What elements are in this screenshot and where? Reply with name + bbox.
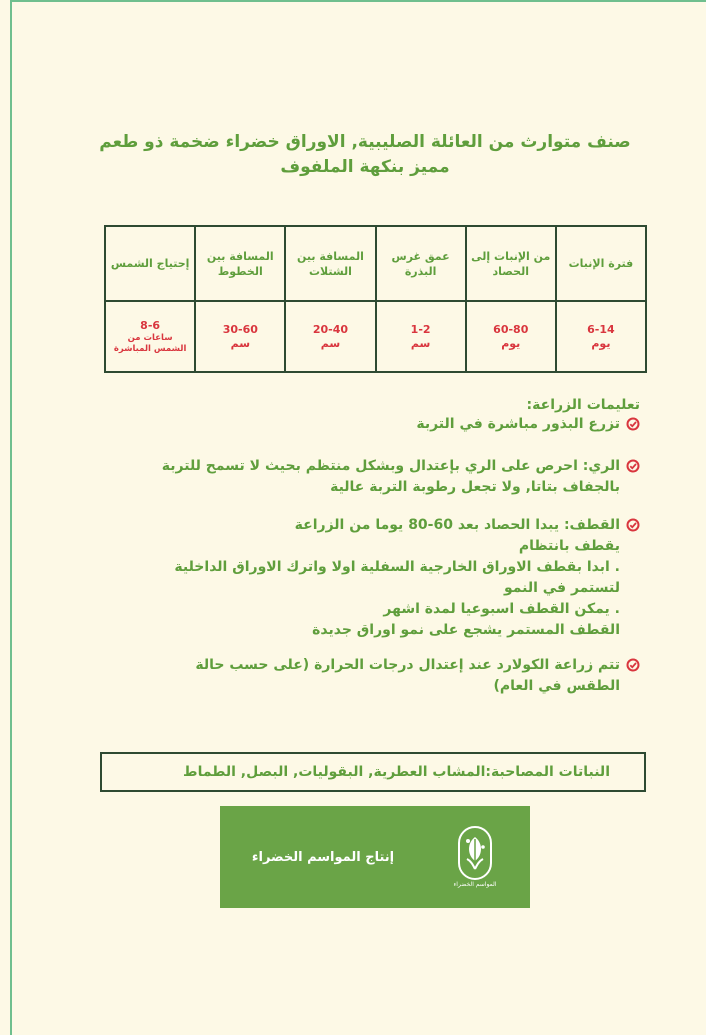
- check-icon: [626, 518, 640, 532]
- value-plant-spacing: 20-40 سم: [285, 301, 375, 372]
- logo-text: المواسم الخضراء: [453, 881, 497, 888]
- value-germination: 6-14 يوم: [556, 301, 646, 372]
- header-to-harvest: من الإنبات إلى الحصاد: [466, 226, 556, 301]
- value-to-harvest: 60-80 يوم: [466, 301, 556, 372]
- table-header-row: [105, 226, 646, 301]
- check-icon: [626, 417, 640, 431]
- companion-plants-text: النباتات المصاحبة:المشاب العطرية, البقوليات, البصل, الطماط: [183, 764, 610, 780]
- instruction-item: القطف: يبدا الحصاد بعد 60-80 يوما من الزراعة يقطف بانتظام . ابدا بقطف الاوراق الخارجية السفلية اولا واترك الاوراق الداخلية لتستمر في النمو . يمكن القطف اسبوعيا لمدة اشهر القطف المستمر يشجع على نمو اوراق جديدة: [80, 515, 640, 641]
- instruction-item: الري: احرص على الري بإعتدال وبشكل منتظم بحيث لا تسمح للتربة بالجفاف بتاتا, ولا تجعل رطوبة التربة عالية: [80, 456, 640, 498]
- header-sun-need: إحتياج الشمس: [105, 226, 195, 301]
- check-icon: [626, 459, 640, 473]
- value-row-spacing: 30-60 سم: [195, 301, 285, 372]
- header-seed-depth: عمق غرس البذرة: [376, 226, 466, 301]
- value-sun-need: 8-6 ساعات من الشمس المباشرة: [105, 301, 195, 372]
- product-description: صنف متوارث من العائلة الصليبية, الاوراق خضراء ضخمة ذو طعم مميز بنكهة الملفوف: [99, 132, 631, 177]
- leaf-logo-icon: [453, 825, 497, 881]
- instruction-item: تزرع البذور مباشرة في التربة: [80, 414, 640, 435]
- logo: [420, 825, 530, 889]
- instructions-heading: تعليمات الزراعة:: [526, 397, 640, 413]
- brand-tagline: إنتاج المواسم الخضراء: [251, 849, 395, 865]
- page-frame-top: [10, 0, 706, 2]
- page-frame-left: [10, 0, 12, 1035]
- value-seed-depth: 1-2 سم: [376, 301, 466, 372]
- growing-info-table: [104, 225, 647, 373]
- table-row: [105, 301, 646, 372]
- header-germination: فترة الإنبات: [556, 226, 646, 301]
- footer-banner: [220, 806, 530, 908]
- check-icon: [626, 658, 640, 672]
- header-row-spacing: المسافة بين الخطوط: [195, 226, 285, 301]
- companion-plants-box: [100, 752, 646, 792]
- header-plant-spacing: المسافة بين الشتلات: [285, 226, 375, 301]
- instruction-item: تتم زراعة الكولارد عند إعتدال درجات الحرارة (على حسب حالة الطقس في العام): [80, 655, 640, 697]
